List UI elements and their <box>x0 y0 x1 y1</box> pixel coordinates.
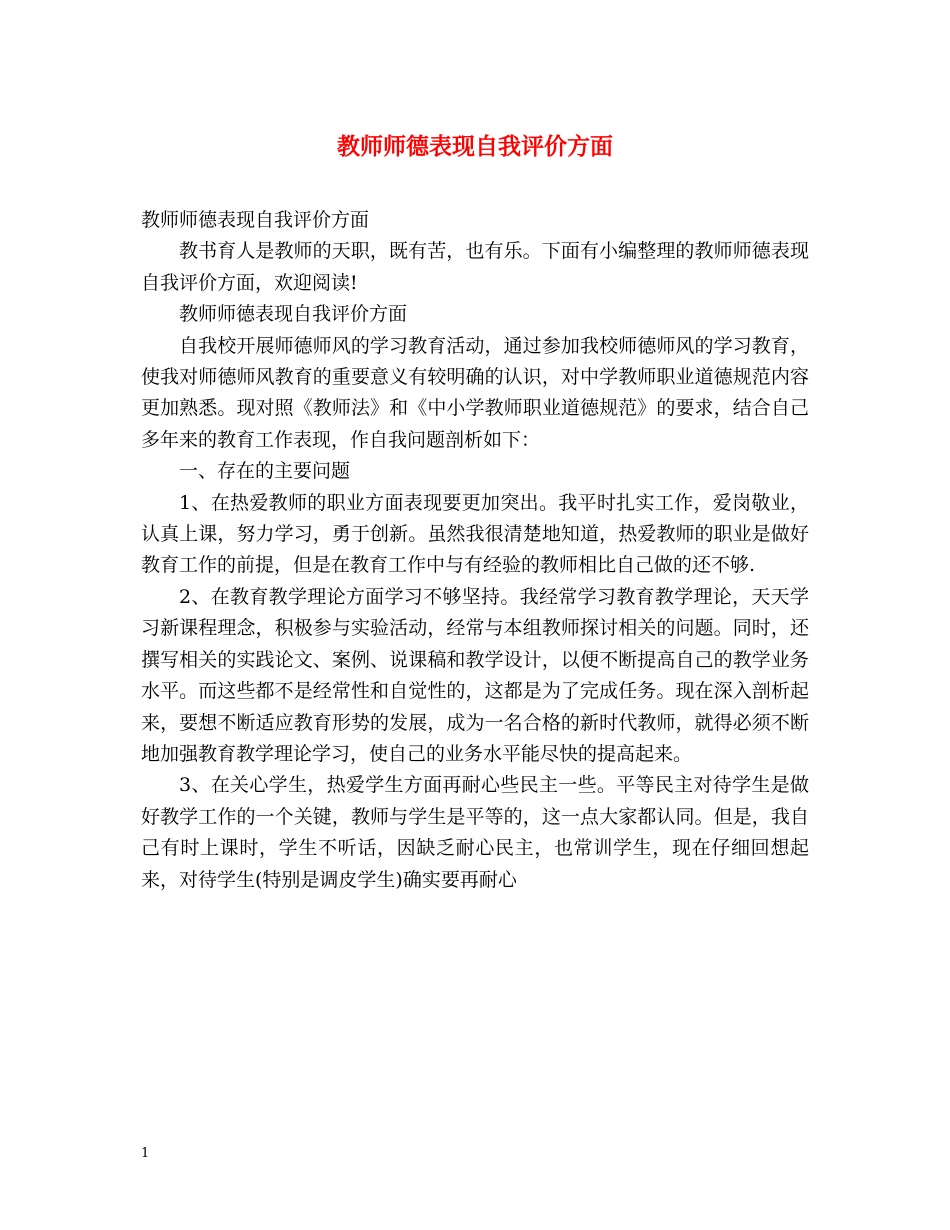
page-number: 1 <box>141 1146 150 1161</box>
document-title: 教师师德表现自我评价方面 <box>337 133 613 160</box>
paragraph-background: 自我校开展师德师风的学习教育活动，通过参加我校师德师风的学习教育，使我对师德师风教育的重要意义有较明确的认识，对中学教师职业道德规范内容更加熟悉。现对照《教师法》和《中小学教师职业道德规范》的要求，结合自己多年来的教育工作表现，作自我问题剖析如下： <box>141 334 809 451</box>
paragraph-point-3: 3、在关心学生，热爱学生方面再耐心些民主一些。平等民主对待学生是做好教学工作的一个关键，教师与学生是平等的，这一点大家都认同。但是，我自己有时上课时，学生不听话，因缺乏耐心民主，也常训学生，现在仔细回想起来，对待学生(特别是调皮学生)确实要再耐心 <box>141 774 809 891</box>
document-body <box>141 205 809 896</box>
section-heading-problems: 一、存在的主要问题 <box>179 460 351 483</box>
paragraph-point-1: 1、在热爱教师的职业方面表现要更加突出。我平时扎实工作，爱岗敬业，认真上课，努力学习，勇于创新。虽然我很清楚地知道，热爱教师的职业是做好教育工作的前提，但是在教育工作中与有经验的教师相比自己做的还不够. <box>141 491 809 577</box>
paragraph-subheading: 教师师德表现自我评价方面 <box>179 303 408 326</box>
body-heading: 教师师德表现自我评价方面 <box>141 209 370 231</box>
paragraph-point-2: 2、在教育教学理论方面学习不够坚持。我经常学习教育教学理论，天天学习新课程理念，积极参与实验活动，经常与本组教师探讨相关的问题。同时，还撰写相关的实践论文、案例、说课稿和教学设计，以便不断提高自己的教学业务水平。而这些都不是经常性和自觉性的，这都是为了完成任务。现在深入剖析起来，要想不断适应教育形势的发展，成为一名合格的新时代教师，就得必须不断地加强教育教学理论学习，使自己的业务水平能尽快的提高起来。 <box>141 585 809 765</box>
paragraph-intro: 教书育人是教师的天职，既有苦，也有乐。下面有小编整理的教师师德表现自我评价方面，欢迎阅读! <box>141 240 809 294</box>
